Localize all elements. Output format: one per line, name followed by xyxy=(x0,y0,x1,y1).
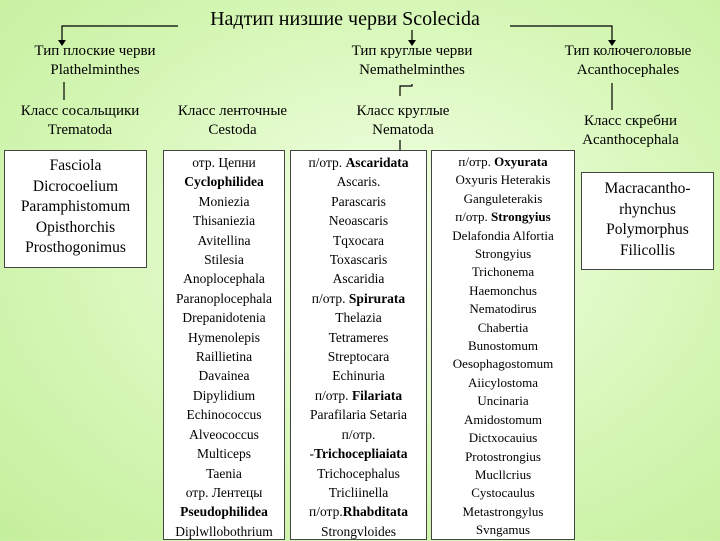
class-trematoda xyxy=(5,102,155,140)
taxon-entry xyxy=(291,444,426,463)
page-title: Надтип низшие черви Scolecida xyxy=(210,8,480,30)
taxon-entry: Pseudophilidea xyxy=(180,504,268,520)
class-acanthocephala xyxy=(548,112,713,150)
class-name: Класс сосальщики xyxy=(20,103,140,119)
rank-prefix: п/отр. xyxy=(458,154,495,169)
taxon-entry: Bunostomum xyxy=(467,338,539,354)
class-name: Класс ленточные xyxy=(177,103,288,119)
taxon-entry: Uncinaria xyxy=(477,393,529,409)
taxon-entry: Drepanidotenia xyxy=(182,310,266,326)
taxon-entry: Neoascaris xyxy=(328,213,389,229)
taxon-entry xyxy=(291,289,426,308)
taxon-entry: Avitellina xyxy=(197,232,251,248)
taxon-name: Spirurata xyxy=(348,290,406,306)
rank-prefix: п/отр. xyxy=(455,209,491,225)
taxon-entry: Prosthogonimus xyxy=(25,239,126,256)
taxon-entry: Hymenolepis xyxy=(188,329,260,345)
class-cestoda xyxy=(160,102,305,140)
taxon-entry: Aiicylostoma xyxy=(467,374,539,390)
taxon-entry: Parascaris xyxy=(331,193,386,209)
cestoda-genera-box xyxy=(163,150,285,540)
taxon-entry: Paramphistomum xyxy=(20,198,131,215)
taxon-entry: Alveococcus xyxy=(189,426,259,442)
taxon-entry: Diplwllobothrium xyxy=(175,523,273,539)
type-name: Тип круглые черви xyxy=(351,43,473,59)
taxon-entry xyxy=(432,153,574,171)
taxon-entry: Tetrameres xyxy=(328,329,389,345)
taxon-entry: Ascaridia xyxy=(332,271,385,287)
taxon-entry: Cyclophilidea xyxy=(184,174,264,190)
taxon-entry: Trichonema xyxy=(471,264,535,280)
taxon-entry: Strongvloides xyxy=(320,523,396,539)
taxon-entry xyxy=(432,208,574,226)
taxon-entry: Haemonchus xyxy=(469,282,537,298)
taxon-entry: отр. Лентецы xyxy=(185,484,263,500)
rank-prefix: п/отр. xyxy=(314,387,352,403)
acanthocephala-genera-box xyxy=(581,172,714,270)
taxon-entry: Metastrongylus xyxy=(462,503,544,519)
rank-prefix: п/отр. xyxy=(308,155,346,170)
type-name: Тип плоские черви xyxy=(34,43,156,59)
taxon-entry: Polymorphus xyxy=(606,221,689,238)
taxon-entry: Stilesia xyxy=(204,252,244,268)
taxon-entry: Thisaniezia xyxy=(192,213,256,229)
taxon-entry: Oesophagostomum xyxy=(452,356,554,372)
taxon-entry: Streptocara xyxy=(327,349,390,365)
taxon-entry xyxy=(291,153,426,172)
rank-prefix: - xyxy=(309,446,314,462)
taxon-entry: Raillietina xyxy=(195,349,253,365)
taxon-entry: Protostrongius xyxy=(465,448,541,464)
taxon-entry xyxy=(291,386,426,405)
class-latin: Acanthocephala xyxy=(582,132,679,148)
taxon-entry: Amidostomum xyxy=(463,411,542,427)
taxon-entry: Tqxocara xyxy=(333,232,384,248)
taxon-entry: Paranoplocephala xyxy=(176,290,272,306)
type-latin: Acanthocephales xyxy=(576,62,680,78)
trematoda-genera-box xyxy=(4,150,147,268)
taxon-entry: Cystocaulus xyxy=(471,485,535,501)
taxon-entry: Ascaris. xyxy=(336,174,381,190)
taxon-entry: Dictxocauius xyxy=(468,430,538,446)
taxon-name: Rhabditata xyxy=(342,504,408,520)
taxon-entry: Ganguleterakis xyxy=(463,190,543,206)
taxon-entry: Opisthorchis xyxy=(35,218,116,236)
taxon-entry: Nematodirus xyxy=(469,301,537,317)
taxon-entry: Chabertia xyxy=(477,319,529,335)
class-latin: Nematoda xyxy=(372,122,434,138)
oxyurata-genera-box xyxy=(431,150,575,540)
class-nematoda xyxy=(328,102,478,140)
taxon-entry: Anoplocephala xyxy=(183,271,265,287)
rank-prefix: п/отр. xyxy=(308,504,343,520)
class-name: Класс круглые xyxy=(356,103,450,119)
type-name: Тип колючеголовые xyxy=(564,43,692,59)
taxon-entry: отр. Цепни xyxy=(192,155,256,170)
taxon-entry: Echinococcus xyxy=(186,407,262,423)
taxon-entry: Macracantho- xyxy=(604,180,691,197)
type-plathelminthes xyxy=(0,42,195,80)
taxon-entry: Filicollis xyxy=(619,241,676,259)
rank-prefix: п/отр. xyxy=(311,290,349,306)
taxon-entry: Strongyius xyxy=(474,246,532,262)
taxon-entry: Oxyuris Heterakis xyxy=(455,172,551,188)
taxon-entry: Toxascaris xyxy=(329,252,388,268)
taxon-entry: Trichocephalus xyxy=(317,465,400,481)
taxon-entry: Davainea xyxy=(198,368,250,384)
taxon-name: Filariata xyxy=(351,387,403,403)
taxon-name: Ascaridata xyxy=(345,155,409,170)
taxon-entry: Tricliinella xyxy=(328,484,389,500)
taxon-name: Oxyurata xyxy=(494,154,548,169)
taxon-entry: Echinuria xyxy=(332,368,385,384)
type-acanthocephales xyxy=(533,42,720,80)
ascaridata-genera-box xyxy=(290,150,427,540)
type-latin: Plathelminthes xyxy=(50,62,140,78)
taxon-entry: Taenia xyxy=(206,465,242,481)
taxon-entry: Delafondia Alfortia xyxy=(452,227,554,243)
taxon-entry: Svngamus xyxy=(475,522,531,538)
taxon-name: Strongyius xyxy=(491,209,551,225)
taxon-entry: rhynchus xyxy=(619,200,676,218)
type-latin: Nemathelminthes xyxy=(359,62,465,78)
taxon-name: Trichocepliaiata xyxy=(314,446,408,462)
taxon-entry: Fasciola xyxy=(49,157,102,174)
class-latin: Trematoda xyxy=(47,122,113,138)
taxon-entry xyxy=(291,502,426,521)
taxon-entry: Mucllcrius xyxy=(474,466,532,482)
taxon-entry: Thelazia xyxy=(335,310,382,326)
taxon-entry: Multiceps xyxy=(197,446,251,462)
class-name: Класс скребни xyxy=(583,113,677,129)
taxon-entry: п/отр. xyxy=(341,426,376,442)
taxon-entry: Dipylidium xyxy=(192,387,256,403)
taxon-entry: Parafilaria Setaria xyxy=(309,407,408,423)
taxon-entry: Dicrocoelium xyxy=(32,177,119,195)
class-latin: Cestoda xyxy=(208,122,257,138)
taxon-entry: Moniezia xyxy=(198,193,250,209)
type-nemathelminthes xyxy=(312,42,512,80)
